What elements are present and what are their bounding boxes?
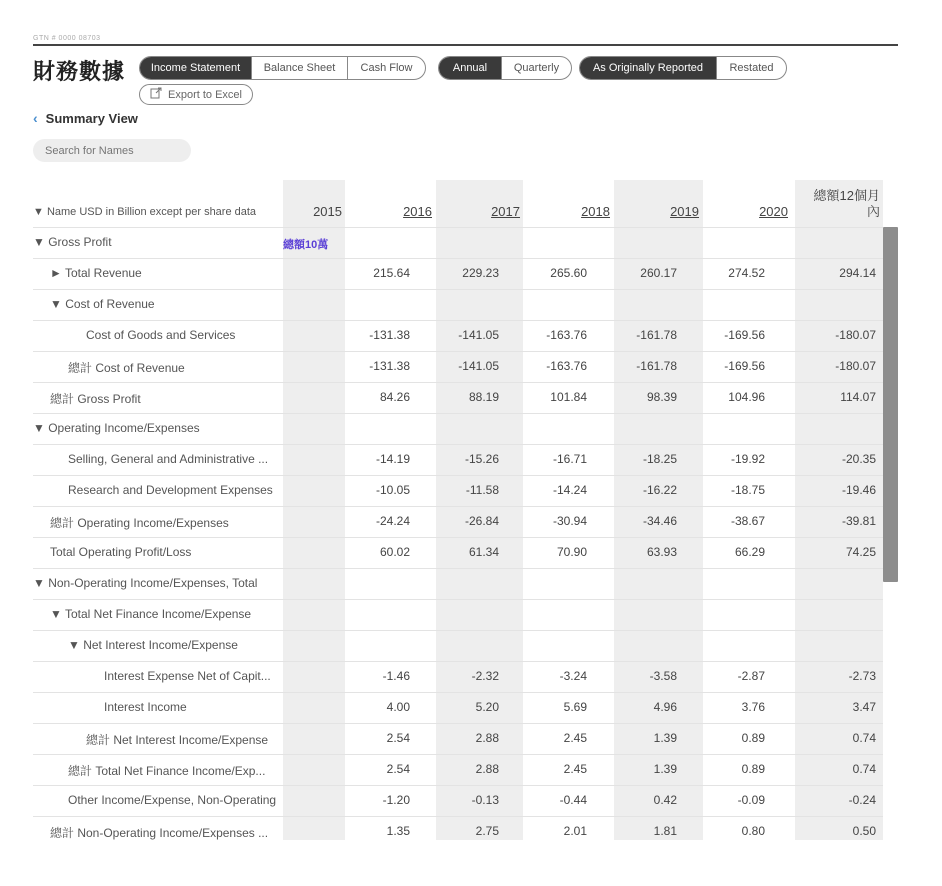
table-cell: -24.24 (375, 514, 410, 528)
table-cell: -11.58 (465, 483, 499, 497)
table-cell: -141.05 (458, 328, 499, 342)
header-divider (33, 44, 898, 46)
table-row (0, 320, 942, 351)
tab-balance-sheet[interactable]: Balance Sheet (251, 57, 347, 79)
table-row[interactable] (0, 227, 942, 258)
export-label: Export to Excel (168, 88, 242, 101)
table-row (0, 475, 942, 506)
table-cell: 4.00 (386, 700, 410, 714)
table-cell: -18.25 (642, 452, 677, 466)
table-cell: -18.75 (730, 483, 765, 497)
table-cell: 84.26 (379, 390, 410, 404)
table-cell: -161.78 (636, 328, 677, 342)
tab-cash-flow[interactable]: Cash Flow (347, 57, 425, 79)
table-row[interactable] (0, 289, 942, 320)
table-cell: -14.19 (375, 452, 410, 466)
table-cell: -16.71 (552, 452, 587, 466)
table-cell: -161.78 (636, 359, 677, 373)
table-cell: -2.73 (848, 669, 876, 683)
column-header-2020[interactable]: 2020 (759, 204, 788, 219)
table-cell: 2.54 (386, 762, 410, 776)
table-cell: -0.09 (737, 793, 765, 807)
table-cell: 88.19 (468, 390, 499, 404)
summary-view-link[interactable] (33, 110, 138, 126)
row-label: Other Income/Expense, Non-Operating (68, 793, 277, 807)
row-label: ▼ Total Net Finance Income/Expense (50, 607, 252, 621)
export-button[interactable] (139, 84, 253, 105)
table-cell: 229.23 (462, 266, 499, 280)
row-label: 總計 Net Interest Income/Expense (86, 733, 269, 747)
table-cell: 1.39 (653, 731, 677, 745)
column-badge: 總額10萬 (283, 239, 329, 251)
breadcrumb: GTN # 0000 08703 (33, 35, 101, 42)
search-input[interactable] (33, 139, 191, 162)
table-cell: 5.69 (563, 700, 587, 714)
table-cell: 0.74 (852, 762, 876, 776)
column-header-2017[interactable]: 2017 (491, 204, 520, 219)
export-icon (150, 87, 162, 102)
summary-view-label: Summary View (45, 110, 138, 126)
row-label: 總計 Cost of Revenue (68, 361, 185, 375)
tab-restated[interactable]: Restated (716, 57, 786, 79)
row-label: Selling, General and Administrative ... (68, 452, 269, 466)
row-label: ▼ Operating Income/Expenses (33, 421, 200, 435)
table-cell: -141.05 (458, 359, 499, 373)
tab-income-statement[interactable]: Income Statement (140, 57, 251, 79)
table-cell: -30.94 (552, 514, 587, 528)
table-cell: -169.56 (724, 328, 765, 342)
row-label: ▼ Net Interest Income/Expense (68, 638, 238, 652)
table-cell: -34.46 (642, 514, 677, 528)
table-row (0, 506, 942, 537)
table-cell: 274.52 (728, 266, 765, 280)
name-column-header[interactable]: ▼ Name USD in Billion except per share data (33, 206, 257, 218)
table-cell: 5.20 (475, 700, 499, 714)
table-cell: -1.46 (382, 669, 410, 683)
report-tabs (579, 56, 787, 80)
table-cell: -180.07 (835, 359, 876, 373)
table-cell: 63.93 (646, 545, 677, 559)
table-cell: -163.76 (546, 359, 587, 373)
row-label: Total Operating Profit/Loss (50, 545, 192, 559)
column-header-2015[interactable]: 2015 (313, 204, 342, 219)
row-label: 總計 Total Net Finance Income/Exp... (68, 764, 266, 778)
table-cell: -38.67 (730, 514, 765, 528)
column-header-2016[interactable]: 2016 (403, 204, 432, 219)
period-tabs (438, 56, 572, 80)
table-cell: -0.13 (471, 793, 499, 807)
table-cell: -169.56 (724, 359, 765, 373)
table-cell: 114.07 (840, 390, 876, 404)
table-cell: 60.02 (379, 545, 410, 559)
tab-as-originally-reported[interactable]: As Originally Reported (580, 57, 716, 79)
table-cell: 2.01 (563, 824, 587, 838)
table-cell: -19.92 (730, 452, 765, 466)
table-cell: 74.25 (845, 545, 876, 559)
table-row (0, 444, 942, 475)
table-cell: 2.88 (475, 731, 499, 745)
table-cell: -131.38 (369, 328, 410, 342)
table-cell: 2.54 (386, 731, 410, 745)
column-header-2018[interactable]: 2018 (581, 204, 610, 219)
statement-tabs (139, 56, 426, 80)
chevron-left-icon: ‹ (33, 110, 38, 126)
table-cell: 0.80 (741, 824, 765, 838)
table-cell: -16.22 (642, 483, 677, 497)
table-cell: 0.89 (741, 762, 765, 776)
table-row (0, 754, 942, 785)
table-cell: 2.45 (563, 762, 587, 776)
table-cell: -15.26 (464, 452, 499, 466)
row-label: 總計 Gross Profit (50, 392, 141, 406)
table-row (0, 382, 942, 413)
table-row (0, 351, 942, 382)
table-cell: 2.88 (475, 762, 499, 776)
table-cell: -3.58 (649, 669, 677, 683)
table-cell: 0.89 (741, 731, 765, 745)
row-label: 總計 Non-Operating Income/Expenses ... (50, 826, 269, 840)
table-cell: -26.84 (464, 514, 499, 528)
table-cell: 1.35 (386, 824, 410, 838)
table-cell: -10.05 (375, 483, 410, 497)
table-cell: -0.44 (559, 793, 587, 807)
table-cell: 3.47 (852, 700, 876, 714)
row-label: ▼ Cost of Revenue (50, 297, 155, 311)
page-title: 財務數據 (33, 60, 126, 85)
table-cell: -0.24 (848, 793, 876, 807)
table-cell: -2.87 (737, 669, 765, 683)
table-cell: -2.32 (471, 669, 499, 683)
table-row[interactable] (0, 599, 942, 630)
row-label: ▼ Gross Profit (33, 235, 112, 249)
row-label: Interest Expense Net of Capit... (104, 669, 271, 683)
row-label: Research and Development Expenses (68, 483, 273, 497)
table-cell: 101.84 (550, 390, 587, 404)
row-label: 總計 Operating Income/Expenses (50, 516, 229, 530)
table-cell: 0.74 (852, 731, 876, 745)
table-cell: 98.39 (646, 390, 677, 404)
table-row (0, 785, 942, 816)
row-label: Cost of Goods and Services (86, 328, 236, 342)
table-cell: 61.34 (468, 545, 499, 559)
tab-quarterly[interactable]: Quarterly (501, 57, 571, 79)
table-row[interactable] (0, 258, 942, 289)
table-cell: -14.24 (552, 483, 587, 497)
row-label: Interest Income (104, 700, 187, 714)
table-cell: -163.76 (546, 328, 587, 342)
table-row[interactable] (0, 568, 942, 599)
column-header-ttm[interactable]: 總額12個月內 (813, 188, 880, 219)
table-cell: 3.76 (741, 700, 765, 714)
table-cell: -131.38 (369, 359, 410, 373)
table-cell: 2.45 (563, 731, 587, 745)
table-cell: -180.07 (835, 328, 876, 342)
table-cell: 294.14 (839, 266, 876, 280)
tab-annual[interactable]: Annual (439, 57, 501, 79)
table-cell: 1.81 (653, 824, 677, 838)
table-cell: -1.20 (382, 793, 410, 807)
table-cell: 1.39 (653, 762, 677, 776)
table-cell: 2.75 (475, 824, 499, 838)
table-row (0, 816, 942, 847)
table-row (0, 661, 942, 692)
table-row[interactable] (0, 413, 942, 444)
table-cell: 265.60 (550, 266, 587, 280)
row-label: ► Total Revenue (50, 266, 142, 280)
table-row (0, 537, 942, 568)
table-row[interactable] (0, 630, 942, 661)
table-cell: 70.90 (556, 545, 587, 559)
table-cell: 104.96 (728, 390, 765, 404)
table-cell: 4.96 (653, 700, 677, 714)
row-label: ▼ Non-Operating Income/Expenses, Total (33, 576, 258, 590)
table-row (0, 723, 942, 754)
table-cell: -3.24 (559, 669, 587, 683)
table-cell: 260.17 (640, 266, 677, 280)
table-cell: 66.29 (734, 545, 765, 559)
table-cell: -39.81 (841, 514, 876, 528)
table-cell: -20.35 (841, 452, 876, 466)
table-cell: 0.42 (653, 793, 677, 807)
table-row (0, 692, 942, 723)
table-cell: 215.64 (373, 266, 410, 280)
table-cell: -19.46 (841, 483, 876, 497)
column-header-2019[interactable]: 2019 (670, 204, 699, 219)
table-cell: 0.50 (852, 824, 876, 838)
